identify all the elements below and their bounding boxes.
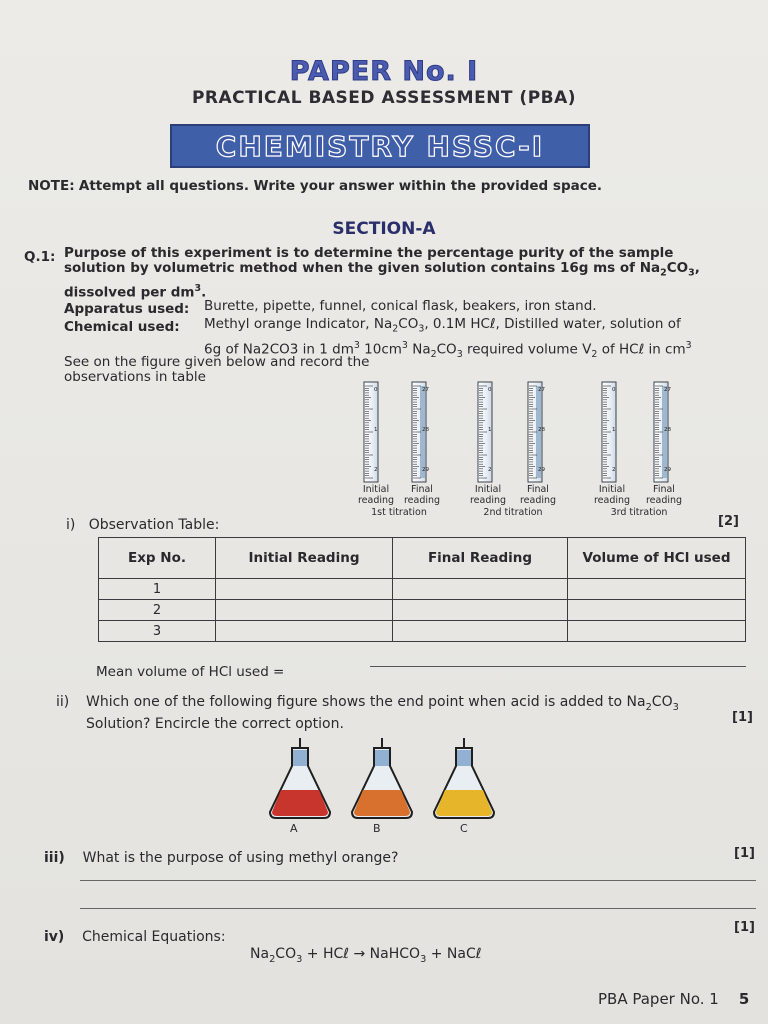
- observation-table-title: i) Observation Table:: [66, 517, 220, 533]
- burette-tick-label: 1: [612, 427, 616, 433]
- note-label: NOTE:: [28, 178, 75, 194]
- col-exp-no: Exp No.: [99, 538, 216, 579]
- q3-question: iii) What is the purpose of using methyl orange?: [44, 850, 399, 866]
- burette-tick-label: 27: [538, 387, 545, 393]
- chemical-equation: $Na_2CO_3$ + HCℓ → NaHCO$_3$ + NaCℓ: [250, 946, 482, 965]
- flask-neck: [293, 750, 307, 766]
- burette-tick-label: 27: [664, 387, 671, 393]
- q4-question: iv) Chemical Equations:: [44, 929, 226, 945]
- exp-no-cell: 3: [99, 621, 216, 642]
- burette-tick-label: 0: [374, 387, 378, 393]
- volume-cell[interactable]: [568, 621, 746, 642]
- table-header-row: [99, 538, 746, 579]
- final-reading-cell[interactable]: [393, 600, 568, 621]
- apparatus-label: Apparatus used:: [64, 301, 190, 317]
- exp-no-cell: 1: [99, 579, 216, 600]
- burette-tick-label: 2: [374, 467, 378, 473]
- burette-tick-label: 29: [422, 467, 429, 473]
- mean-volume-label: Mean volume of HCl used =: [96, 664, 285, 680]
- t1-caption: 1st titration: [371, 507, 427, 518]
- burette-tick-label: 1: [374, 427, 378, 433]
- burette-tick-label: 28: [538, 427, 545, 433]
- t1-final-label: Final reading: [403, 484, 441, 506]
- flask-figure: [262, 734, 502, 822]
- burette-tick-label: 28: [422, 427, 429, 433]
- q1-line2: solution by volumetric method when the given solution contains 16g ms of $Na_2CO_3$,: [64, 260, 700, 279]
- t1-initial-label: Initial reading: [357, 484, 395, 506]
- final-reading-cell[interactable]: [393, 579, 568, 600]
- col-initial-reading: Initial Reading: [216, 538, 393, 579]
- burette-tick-label: 0: [612, 387, 616, 393]
- col-final-reading: Final Reading: [393, 538, 568, 579]
- flask-label-b[interactable]: B: [373, 822, 381, 835]
- pba-title: PRACTICAL BASED ASSESSMENT (PBA): [191, 88, 577, 108]
- t3-final-label: Final reading: [645, 484, 683, 506]
- paper-number-title: PAPER No. I: [289, 56, 479, 87]
- flask-neck: [375, 750, 389, 766]
- volume-cell[interactable]: [568, 579, 746, 600]
- flask-solution: [354, 790, 410, 816]
- see-figure-instruction: See on the figure given below and record the observations in table: [64, 354, 370, 385]
- burette-tick-label: 2: [488, 467, 492, 473]
- footer-text: PBA Paper No. 1: [598, 990, 719, 1008]
- flask-solution: [436, 790, 492, 816]
- initial-reading-cell[interactable]: [216, 600, 393, 621]
- q1-purpose: [64, 246, 744, 300]
- burette-tick-label: 28: [664, 427, 671, 433]
- burette-tick-label: 2: [612, 467, 616, 473]
- col-volume-hcl: Volume of HCl used: [568, 538, 746, 579]
- q1-label: Q.1:: [24, 249, 56, 265]
- flask-neck: [457, 750, 471, 766]
- initial-reading-cell[interactable]: [216, 621, 393, 642]
- burette-tick-label: 29: [664, 467, 671, 473]
- burette-tick-label: 27: [422, 387, 429, 393]
- flask-label-c[interactable]: C: [460, 822, 468, 835]
- q3-marks: [1]: [734, 846, 755, 861]
- final-reading-cell[interactable]: [393, 621, 568, 642]
- q1-line3: dissolved per $dm^3$.: [64, 282, 207, 301]
- t2-final-label: Final reading: [519, 484, 557, 506]
- chemical-row: [64, 316, 180, 335]
- flask-solution: [272, 790, 328, 816]
- table-row: [99, 600, 746, 621]
- t3-caption: 3rd titration: [610, 507, 668, 518]
- note: [28, 178, 602, 194]
- t2-initial-label: Initial reading: [469, 484, 507, 506]
- table-row: [99, 621, 746, 642]
- exp-no-cell: 2: [99, 600, 216, 621]
- chemical-label: Chemical used:: [64, 319, 180, 335]
- obs-table-marks: [2]: [718, 514, 739, 529]
- note-text: Attempt all questions. Write your answer within the provided space.: [78, 178, 603, 194]
- t2-caption: 2nd titration: [483, 507, 543, 518]
- t3-initial-label: Initial reading: [593, 484, 631, 506]
- q4-marks: [1]: [734, 920, 755, 935]
- table-row: [99, 579, 746, 600]
- subject-banner: [170, 124, 590, 168]
- page-footer: [598, 990, 749, 1008]
- subject-title: CHEMISTRY HSSC-I: [215, 129, 545, 163]
- burette-captions: [350, 484, 700, 520]
- section-heading: SECTION-A: [332, 219, 436, 239]
- burette-tick-label: 29: [538, 467, 545, 473]
- chemical-text: Methyl orange Indicator, $Na_2CO_3$, 0.1M HCℓ, Distilled water, solution of 6g of Na2CO3 in 1 $dm^3$ $10cm^3$ $Na_2CO_3$ required volume $V_2$ of HCℓ in $cm^3$: [204, 316, 692, 360]
- burette-tick-label: 0: [488, 387, 492, 393]
- volume-cell[interactable]: [568, 600, 746, 621]
- q1-line1: Purpose of this experiment is to determine the percentage purity of the sample: [64, 245, 674, 261]
- q2-question: ii) Which one of the following figure shows the end point when acid is added to $Na_2CO_3$ Solution? Encircle the correct option.: [56, 694, 679, 732]
- q3-answer-line-2[interactable]: [80, 908, 756, 909]
- apparatus-text: Burette, pipette, funnel, conical flask, beakers, iron stand.: [204, 298, 597, 314]
- q3-answer-line-1[interactable]: [80, 880, 756, 881]
- mean-volume-answer-line[interactable]: [370, 666, 746, 667]
- page-number: 5: [738, 990, 750, 1008]
- q2-marks: [1]: [732, 710, 753, 725]
- initial-reading-cell[interactable]: [216, 579, 393, 600]
- burette-tick-label: 1: [488, 427, 492, 433]
- flask-label-a[interactable]: A: [290, 822, 298, 835]
- observation-table: [98, 537, 746, 642]
- apparatus-row: [64, 298, 189, 317]
